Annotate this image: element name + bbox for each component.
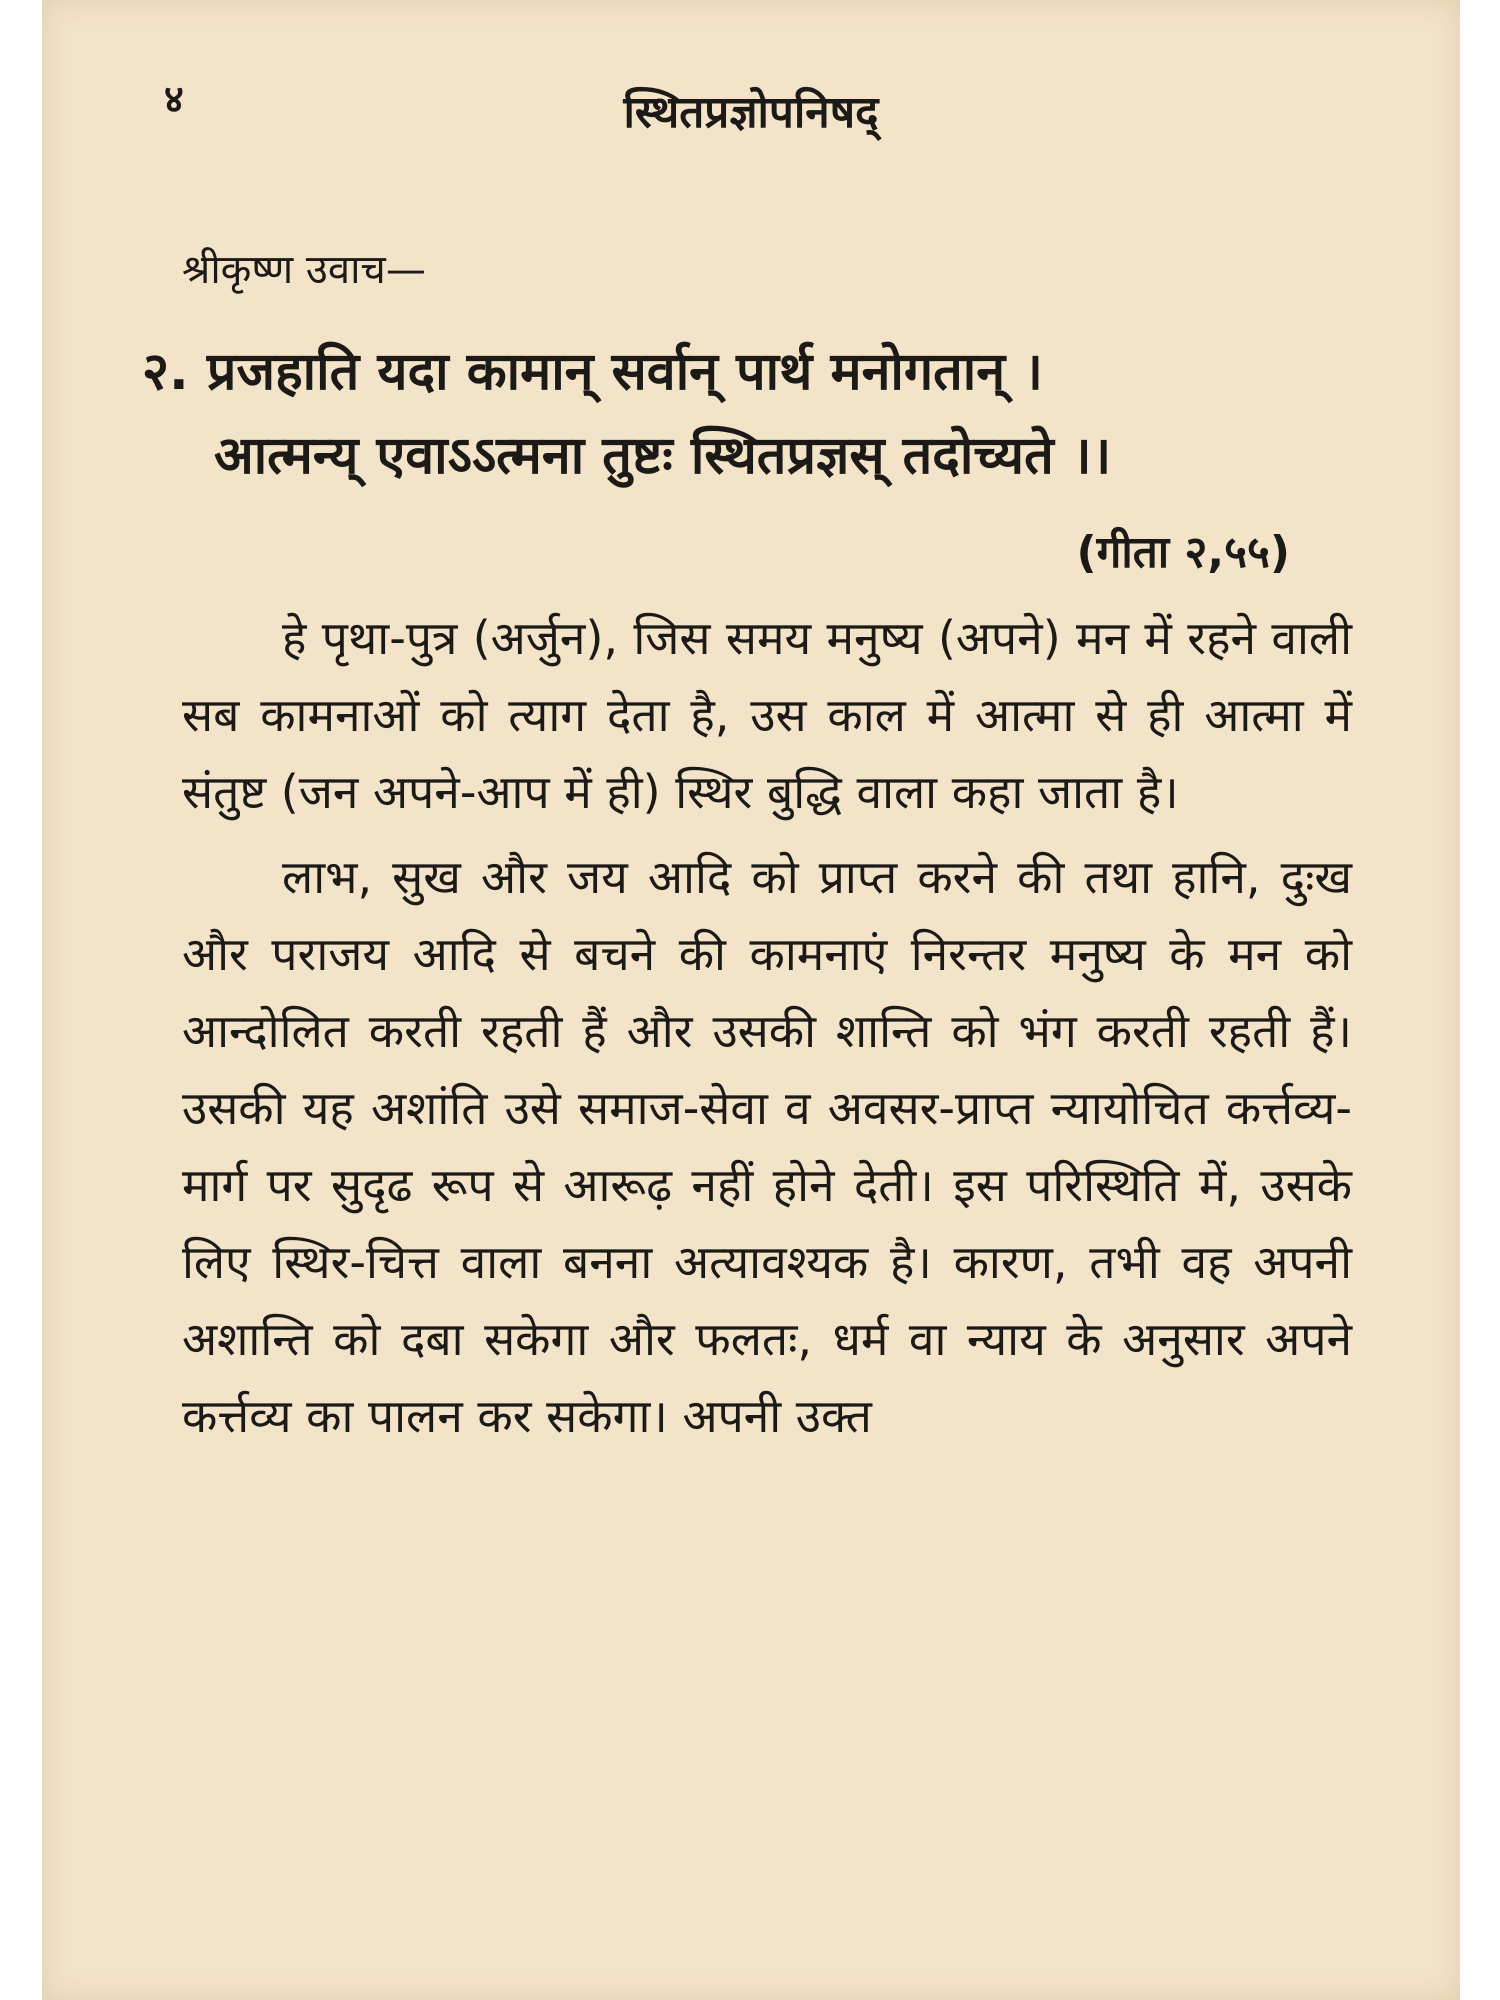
running-head-title: स्थितप्रज्ञोपनिषद् [623,87,879,138]
verse-line-1: २. प्रजहाति यदा कामान् सर्वान् पार्थ मनोगतान् । [142,342,1043,402]
paragraph: लाभ, सुख और जय आदि को प्राप्त करने की तथा हानि, दुःख और पराजय आदि से बचने की कामनाएं निरन्तर मनुष्य के मन को आन्दोलित करती रहती हैं और उसकी शान्ति को भंग करती रहती हैं। उसकी यह अशांति उसे समाज-सेवा व अवसर-प्राप्त न्यायोचित कर्त्तव्य-मार्ग पर सुदृढ रूप से आरूढ़ नहीं होने देती। इस परिस्थिति में, उसके लिए स्थिर-चित्त वाला बनना अत्यावश्यक है। कारण, तभी वह अपनी अशान्ति को दबा सकेगा और फलतः, धर्म वा न्याय के अनुसार अपने कर्त्तव्य का पालन कर सकेगा। अपनी उक्त [182,850,1352,1443]
page-number: ४ [164,77,184,121]
verse-line-2: आत्मन्य् एवाऽऽत्मना तुष्टः स्थितप्रज्ञस् तदोच्यते ।। [214,426,1112,486]
paragraph: हे पृथा-पुत्र (अर्जुन), जिस समय मनुष्य (अपने) मन में रहने वाली सब कामनाओं को त्याग देता है, उस काल में आत्मा से ही आत्मा में संतुष्ट (जन अपने-आप में ही) स्थिर बुद्धि वाला कहा जाता है। [182,611,1352,819]
book-page [42,0,1460,2000]
verse-citation: (गीता २,५५) [1076,527,1290,578]
verse-block [142,330,1392,498]
speaker-label: श्रीकृष्ण उवाच— [182,247,426,293]
commentary-text [182,600,1352,1463]
